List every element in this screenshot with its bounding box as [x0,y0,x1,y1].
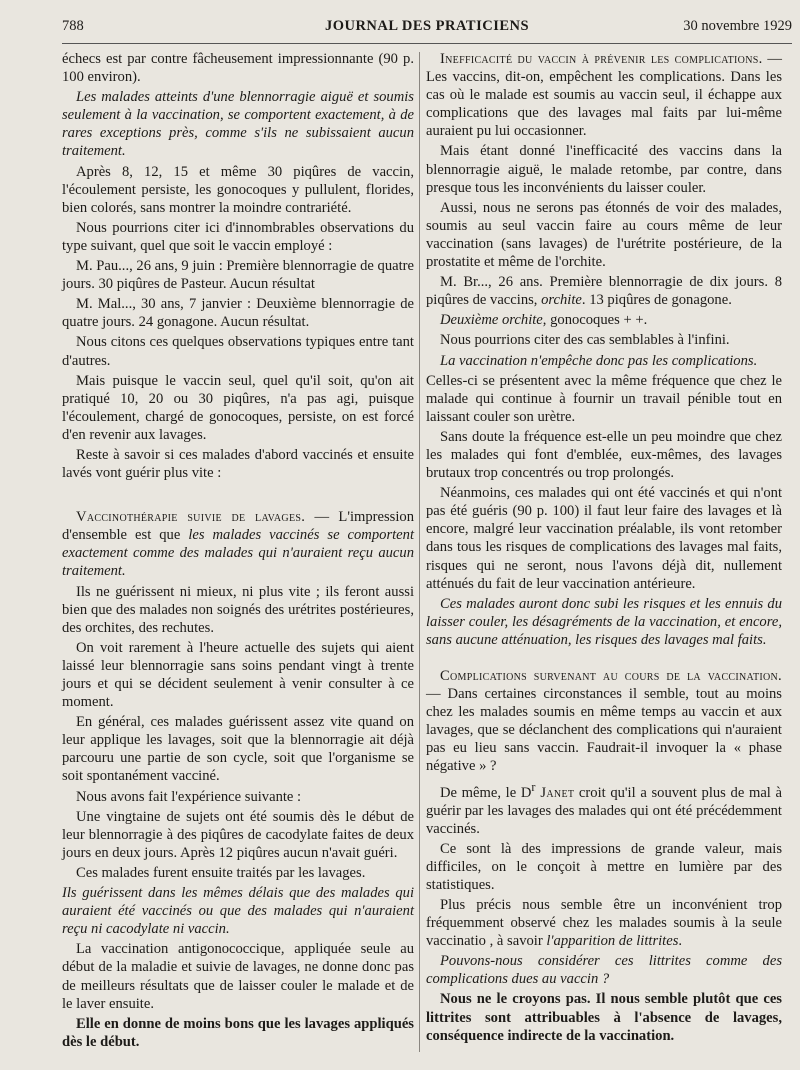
observation [426,311,782,329]
paragraph: Néanmoins, ces malades qui ont été vaccinés et qui n'ont pas été guéris (90 p. 100) il faut leur faire des lavages et là encore, malgré leur vaccination préalable, ils vont retomber dans tous les risques de complications des lavages mal faits, risques qui ne seront, nous l'avons déjà dit, nullement atténués du fait de leur vaccination antérieure. [426,485,782,592]
paragraph: En général, ces malades guérissent assez vite quand on leur applique les lavages, soit que la blennorragie ait déjà parcouru une partie de son cycle, soit que l'organisme se soit spontanément vacciné. [62,714,414,785]
column-divider [419,52,420,1052]
header-rule [62,43,792,44]
paragraph: Mais puisque le vaccin seul, quel qu'il soit, qu'on ait pratiqué 10, 20 ou 30 piqûres, n'a pas agi, puisque l'écoulement, chargé de gonocoques, persiste, on est forcé d'en revenir aux lavages. [62,372,414,443]
text-run: croit qu'il a souvent plus de mal à guérir par les lavages des malades qui ont été précédemment vaccinés. [426,784,782,837]
text-run: r [531,779,536,794]
section-text: — Dans certaines circonstances il semble, tout au moins chez les malades soumis en même temps au vaccin et aux lavages, que se déclanchent des complications qui n'auraient pas eu lieu sans vaccin. Faudrait-il invoquer la « phase négative » ? [426,686,782,775]
text-run: Plus précis nous semble être un inconvénient trop fréquemment observé chez les malades soumis à la seule vaccinatio , à savoir [426,896,782,950]
paragraph: Sans doute la fréquence est-elle un peu moindre que chez les malades qui font d'emblée, eux-mêmes, des lavages brutaux trop concentrés ou trop prolongés. [426,428,782,482]
text-run: Deuxième orchite [440,312,543,329]
page-header [62,18,792,40]
text-run: . [678,933,683,950]
text-run: , gonocoques + +. [542,312,648,329]
paragraph: Les malades atteints d'une blennorragie aiguë et soumis seulement à la vaccination, se comportent exactement, à de rares exceptions près, comme s'ils ne subissaient aucun traitement. [62,89,414,160]
paragraph: Nous pourrions citer des cas semblables à l'infini. [440,332,730,349]
paragraph: On voit rarement à l'heure actuelle des sujets qui aient laissé leur blennorragie sans soins pendant vingt à trente jours et qui se décident seulement à venir consulter à ce moment. [62,639,414,711]
section-vaccinotherapie [62,508,414,580]
paragraph: Pouvons-nous considérer ces littrites comme des complications dues au vaccin ? [426,953,782,988]
paragraph: Celles-ci se présentent avec la même fréquence que chez le malade qui continue à fournir un travail pénible tout en laissant couler son urètre. [426,372,782,425]
paragraph: Reste à savoir si ces malades d'abord vaccinés et ensuite lavés vont guérir plus vite : [62,446,414,482]
left-column [62,50,414,1053]
paragraph: Ces malades furent ensuite traités par les lavages. [76,864,366,881]
paragraph: Aussi, nous ne serons pas étonnés de voir des malades, soumis au seul vaccin faire au cours même de leur vaccination (sans lavages) de l'urétrite postérieure, de la prostatite et même de l'orchite. [426,199,782,271]
text-run: l'apparition de littrites [546,933,679,950]
text-run: De même, le D [440,784,532,801]
section-emphasis: les malades vaccinés se comportent exactement comme des malades qui n'auraient reçu aucun traitement. [62,527,415,580]
journal-title: JOURNAL DES PRATICIENS [324,18,530,34]
paragraph: Nous avons fait l'expérience suivante : [76,788,302,805]
section-heading: Inefficacité du vaccin à prévenir les complications. [440,51,763,67]
observation [426,273,782,309]
paragraph [426,896,782,950]
paragraph [426,778,782,838]
right-column [426,50,782,1047]
paragraph: Nous ne le croyons pas. Il nous semble plutôt que ces littrites sont attribuables à l'absence de lavages, conséquence indirecte de la vaccination. [426,991,782,1044]
section-heading: Vaccinothérapie suivie de lavages. [76,509,306,526]
section-gap [62,484,414,508]
paragraph: Une vingtaine de sujets ont été soumis dès le début de leur blennorragie à des piqûres de cacodylate faites de deux jours en deux jours. Après 12 piqûres aucun n'avait guéri. [62,808,414,861]
author-name: Janet [535,784,575,801]
paragraph: Ces malades auront donc subi les risques et les ennuis du laisser couler, les désagréments de la vaccination, et encore, sans aucune atténuation, les risques des lavages mal faits. [426,595,782,648]
page-number: 788 [62,18,84,34]
observation: M. Mal..., 30 ans, 7 janvier : Deuxième blennorragie de quatre jours. 24 gonagone. Aucun résultat. [62,296,414,331]
section-gap [426,651,782,667]
paragraph: Ils guérissent dans les mêmes délais que des malades qui auraient été vaccinés ou que des malades qui n'auraient reçu ni cacodylate ni vaccin. [62,885,414,938]
text-run: orchite [541,292,582,309]
text-run: . 13 piqûres de gonagone. [581,292,732,309]
text-run: M. Br..., 26 ans. Première blennorragie de dix jours. 8 piqûres de vaccins, [426,274,782,309]
section-inefficacite [426,50,782,140]
paragraph: Nous pourrions citer ici d'innombrables observations du type suivant, quel que soit le vaccin employé : [62,219,414,254]
section-text: — L'impression d'ensemble est que [62,509,414,544]
paragraph: Mais étant donné l'inefficacité des vaccins dans la blennorragie aiguë, le malade retombe, par contre, dans presque tous les inconvénients du laisser couler. [426,143,782,196]
section-complications [426,667,782,776]
paragraph: Ils ne guérissent ni mieux, ni plus vite ; ils feront aussi bien que des malades non soignés des urétrites postérieures, des orchites, des rechutes. [62,583,414,636]
paragraph: Ce sont là des impressions de grande valeur, mais difficiles, on le conçoit à mettre en lumière par des statistiques. [426,840,782,893]
paragraph: échecs est par contre fâcheusement impressionnante (90 p. 100 environ). [62,51,414,86]
paragraph: La vaccination n'empêche donc pas les complications. [440,352,758,369]
section-heading: Complications survenant au cours de la vaccination. [440,668,782,684]
section-text: — Les vaccins, dit-on, empêchent les complications. Dans les cas où le malade est soumis au vaccin seul, il échappe aux complications que des lavages mal faits par lui-même auraient pu lui occasionner. [426,51,782,140]
paragraph: Nous citons ces quelques observations typiques entre tant d'autres. [62,334,414,369]
issue-date: 30 novembre 1929 [683,18,792,34]
observation: M. Pau..., 26 ans, 9 juin : Première blennorragie de quatre jours. 30 piqûres de Pasteur. Aucun résultat [62,258,415,293]
paragraph: Elle en donne de moins bons que les lavages appliqués dès le début. [62,1015,414,1050]
paragraph: La vaccination antigonococcique, appliquée seule au début de la maladie et suivie de lavages, ne donne donc pas de meilleurs résultats que de laisser couler le malade et de le laver ensuite. [62,941,414,1012]
paragraph: Après 8, 12, 15 et même 30 piqûres de vaccin, l'écoulement persiste, les gonocoques y pullulent, florides, bien colorés, sans montrer la moindre contrariété. [62,163,414,216]
